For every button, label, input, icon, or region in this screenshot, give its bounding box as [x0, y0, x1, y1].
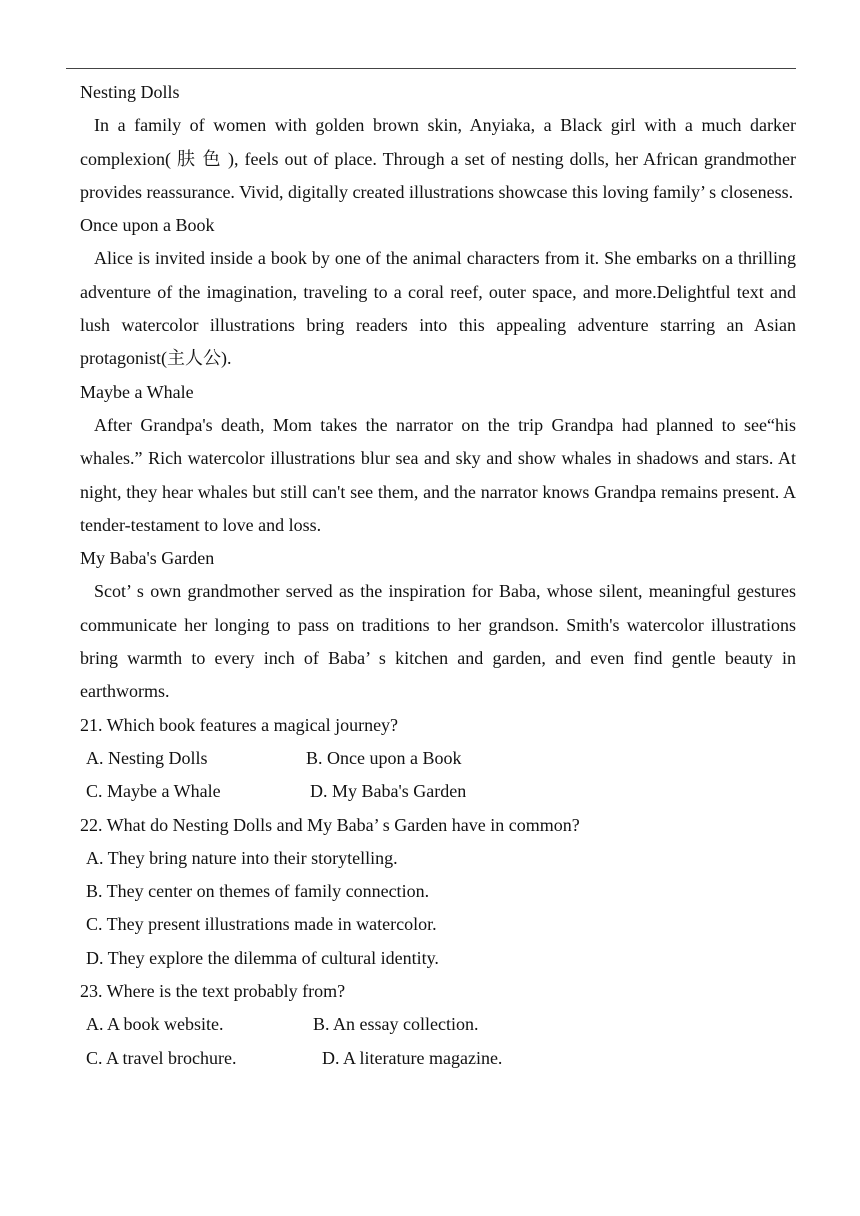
question-23-options-row-1: [80, 1008, 796, 1041]
question-23-stem: 23. Where is the text probably from?: [80, 981, 346, 1002]
question-22-option-d: D. They explore the dilemma of cultural identity.: [86, 947, 439, 968]
question-23-option-c: C. A travel brochure.: [86, 1047, 237, 1068]
book-title-nesting-dolls: Nesting Dolls: [80, 82, 180, 102]
question-22-option-a: A. They bring nature into their storytelling.: [86, 847, 398, 868]
question-21-option-c: C. Maybe a Whale: [86, 781, 221, 802]
question-23-option-a: A. A book website.: [86, 1014, 224, 1035]
book-description-nesting-dolls: In a family of women with golden brown skin, Anyiaka, a Black girl with a much darker complexion( 肤 色 ), feels out of place. Through a set of nesting dolls, her African grandmother provides reassurance. Vivid, digitally created illustrations showcase this loving family’ s closeness.: [80, 115, 796, 202]
question-21-options-row-1: [80, 742, 796, 775]
book-title-maybe-a-whale: Maybe a Whale: [80, 381, 194, 402]
question-21-option-b: B. Once upon a Book: [306, 747, 462, 768]
question-21-option-d: D. My Baba's Garden: [310, 781, 467, 802]
document-body: [80, 76, 796, 1075]
book-description-my-babas-garden: Scot’ s own grandmother served as the inspiration for Baba, whose silent, meaningful gestures communicate her longing to pass on traditions to her grandson. Smith's watercolor illustrations bring warmth to every inch of Baba’ s kitchen and garden, and even find gentle beauty in earthworms.: [80, 581, 796, 702]
question-21-option-a: A. Nesting Dolls: [86, 747, 208, 768]
book-title-my-babas-garden: My Baba's Garden: [80, 548, 215, 569]
book-description-once-upon-a-book: Alice is invited inside a book by one of the animal characters from it. She embarks on a thrilling adventure of the imagination, traveling to a coral reef, outer space, and more.Delightful text and lush watercolor illustrations bring readers into this appealing adventure starring an Asian protagonist(主人公).: [80, 248, 796, 369]
header-rule: [66, 68, 796, 69]
question-21-options-row-2: [80, 775, 796, 808]
question-23-options-row-2: [80, 1042, 796, 1075]
book-title-once-upon-a-book: Once upon a Book: [80, 215, 215, 236]
question-22-option-c: C. They present illustrations made in watercolor.: [86, 914, 437, 935]
question-22-option-b: B. They center on themes of family connection.: [86, 881, 430, 902]
question-22-stem: 22. What do Nesting Dolls and My Baba’ s Garden have in common?: [80, 814, 580, 835]
question-23-option-b: B. An essay collection.: [313, 1014, 479, 1035]
book-description-maybe-a-whale: After Grandpa's death, Mom takes the narrator on the trip Grandpa had planned to see“his whales.” Rich watercolor illustrations blur sea and sky and show whales in shadows and stars. At night, they hear whales but still can't see them, and the narrator knows Grandpa remains present. A tender-testament to love and loss.: [80, 414, 796, 535]
question-21-stem: 21. Which book features a magical journey?: [80, 714, 399, 735]
question-23-option-d: D. A literature magazine.: [322, 1047, 503, 1068]
